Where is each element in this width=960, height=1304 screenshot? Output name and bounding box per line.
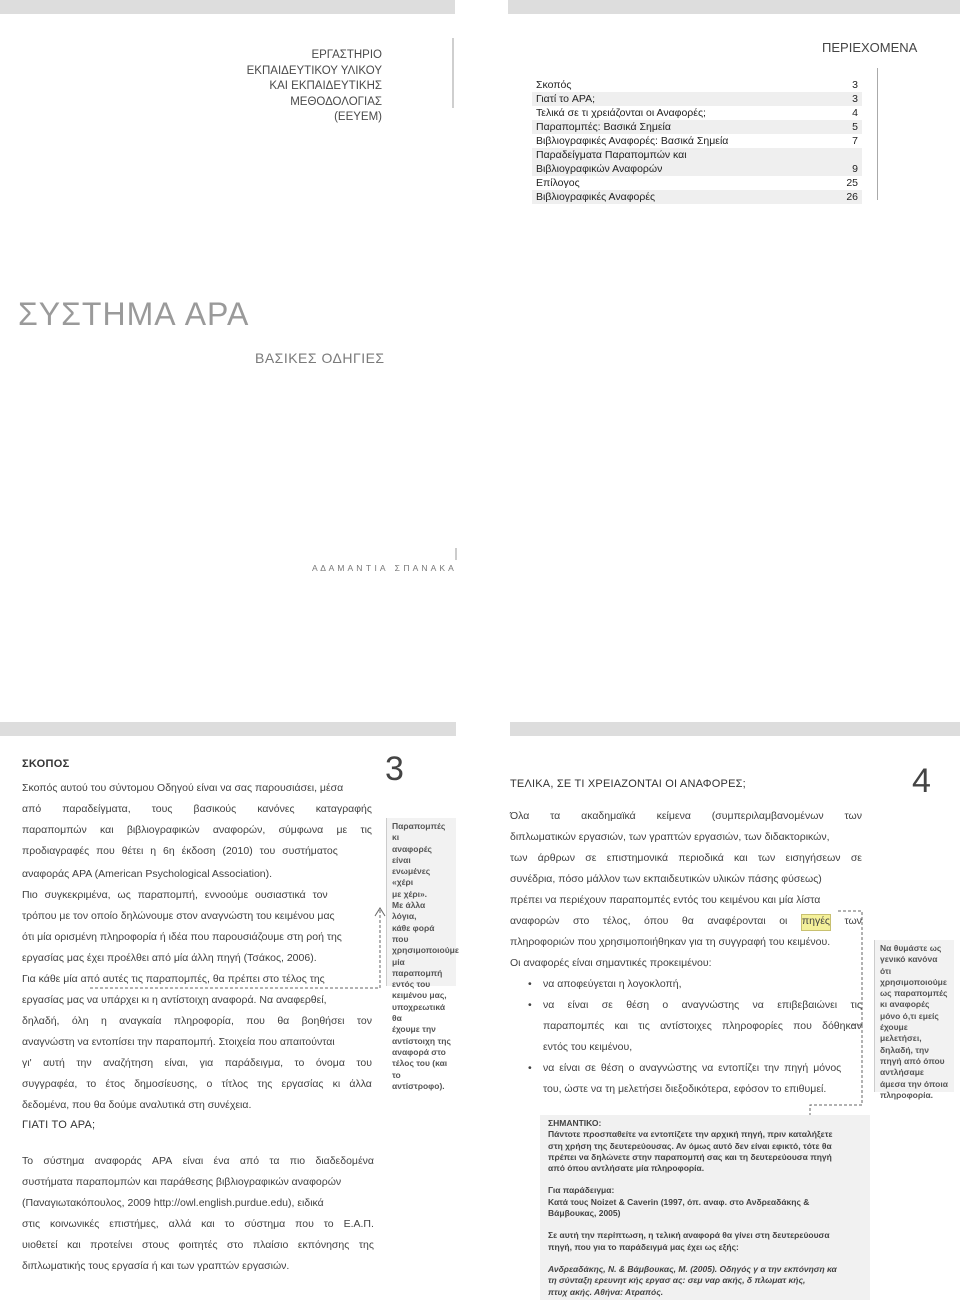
toc-item[interactable]: Σκοπός 3 bbox=[532, 78, 862, 92]
text-line: Οι αναφορές είναι σημαντικές προκειμένου: bbox=[510, 957, 712, 969]
text-line: Σκοπός αυτού του σύντομου Οδηγού είναι να σας παρουσιάσει, μέσα bbox=[22, 782, 344, 794]
toc-item[interactable]: Τελικά σε τι χρειάζονται οι Αναφορές; 4 bbox=[532, 106, 862, 120]
text-line: αναγνώστη να εντοπίσει την παραπομπή. Στοιχεία που απαιτούνται bbox=[22, 1036, 335, 1048]
text-line: αναφορών στο τέλος, όπου θα αναφέρονται οι πηγές των bbox=[510, 911, 862, 931]
document-title: ΣΥΣΤΗΜΑ APA bbox=[18, 296, 250, 332]
side-note-line: κάθε φορά που bbox=[392, 922, 435, 944]
text-line: (Παναγιωτακόπουλος, 2009 http://owl.english.purdue.edu), ειδικά bbox=[22, 1197, 324, 1209]
side-note-line: Με άλλα λόγια, bbox=[392, 900, 426, 922]
text-line: Για κάθε μία από αυτές τις παραπομπές, θα πρέπει στο τέλος της bbox=[22, 973, 325, 985]
side-note-line: άμεσα την όποια bbox=[880, 1078, 948, 1089]
lab-title-line: ΜΕΘΟΔΟΛΟΓΙΑΣ bbox=[290, 95, 382, 108]
note-line: στη χρήση της δευτερεύουσας. Αν όμως αυτό δεν είναι εφικτό, τότε θα bbox=[548, 1140, 832, 1151]
page-number: 3 bbox=[385, 750, 404, 788]
side-note bbox=[386, 818, 459, 1091]
note-line: Ανδρεαδάκης, Ν. & Βάμβουκας, Μ. (2005). Οδηγός γ α την εκπόνηση κα bbox=[548, 1263, 837, 1274]
bullet-text: να είναι σε θέση ο αναγνώστης να εντοπίζει την πηγή μόνος bbox=[543, 1062, 842, 1074]
side-note-line: χρησιμοποιούμε bbox=[880, 976, 947, 987]
page-header-bar bbox=[0, 0, 455, 14]
side-note-line: δηλαδή, την bbox=[880, 1044, 929, 1055]
page-header-bar bbox=[510, 722, 960, 736]
note-line: Σε αυτή την περίπτωση, η τελική αναφορά θα γίνει στη δευτερεύουσα bbox=[548, 1230, 830, 1241]
side-note-line: αναφορές είναι bbox=[392, 843, 432, 865]
text-line: από παραδείγματα, τους βασικούς κανόνες καταγραφής bbox=[22, 803, 372, 815]
text-line: συγγραφέα, το έτος δημοσίευσης, ο τίτλος της εργασίας κι άλλα bbox=[22, 1078, 372, 1090]
lab-title bbox=[150, 48, 382, 126]
side-note-line: χρησιμοποιούμε bbox=[392, 945, 459, 956]
text-line: γι' αυτή την αναζήτηση είναι, για παράδειγμα, το όνομα του bbox=[22, 1057, 372, 1069]
bullet-marker: • bbox=[528, 999, 532, 1011]
toc-item[interactable]: Βιβλιογραφικές Αναφορές 26 bbox=[532, 190, 862, 204]
connector-arrow bbox=[770, 905, 890, 1145]
text-line: δηλαδή, όλη η αναγκαία πληροφορία, που θα βοηθήσει τον bbox=[22, 1015, 372, 1027]
text-line: Όλα τα ακαδημαϊκά κείμενα (συμπεριλαμβανομένων των bbox=[510, 810, 862, 822]
note-line: από όπου αντλήσατε μία πληροφορία. bbox=[548, 1163, 705, 1174]
text-line: εργασίας μας να υπάρχει κι η αντίστοιχη αναφορά. Να αναφερθεί, bbox=[22, 994, 327, 1006]
side-note-line: Παραπομπές κι bbox=[392, 821, 446, 843]
side-note-line: με χέρι». bbox=[392, 888, 428, 899]
text-line: στις κοινωνικές επιστήμες, αλλά και το σύστημα που το Ε.Α.Π. bbox=[22, 1218, 374, 1230]
side-note-line: ότι bbox=[880, 965, 892, 976]
page-header-bar bbox=[508, 0, 960, 14]
side-note-line: πληροφορία. bbox=[880, 1089, 934, 1100]
section-heading: ΤΕΛΙΚΑ, ΣΕ ΤΙ ΧΡΕΙΑΖΟΝΤΑΙ ΟΙ ΑΝΑΦΟΡΕΣ; bbox=[510, 778, 746, 790]
toc-heading: ΠΕΡΙΕΧΟΜΕΝΑ bbox=[822, 40, 918, 55]
note-line: τη σύνταξη ερευνητ κής εργασ ας: σεμ ναρ ακής, δ πλωματ κής, bbox=[548, 1275, 806, 1286]
lab-title-line: ΚΑΙ ΕΚΠΑΙΔΕΥΤΙΚΗΣ bbox=[269, 80, 382, 92]
bullet-text: εντός του κειμένου, bbox=[543, 1041, 633, 1053]
text-line: συστήματα παραπομπών και παράθεσης βιβλιογραφικών αναφορών bbox=[22, 1176, 342, 1188]
bullet-text: να αποφεύγεται η λογοκλοπή, bbox=[543, 978, 682, 990]
side-note bbox=[874, 940, 954, 1100]
lab-title-line: ΕΡΓΑΣΤΗΡΙΟ bbox=[311, 49, 382, 61]
side-note-line: ως παραπομπές bbox=[880, 988, 948, 999]
side-note-line: μελετήσει, bbox=[880, 1033, 922, 1044]
note-line: Πάντοτε προσπαθείτε να εντοπίζετε την αρχική πηγή, πριν καταλήξετε bbox=[548, 1129, 833, 1140]
text-line: των άρθρων σε επιστημονικά περιοδικά και των εισηγήσεων σε bbox=[510, 852, 862, 864]
toc-item[interactable]: Παραπομπές: Βασικά Σημεία 5 bbox=[532, 120, 862, 134]
text-line: εργασίας μας έχει προέλθει από μία άλλη πηγή (Τσάκος, 2006). bbox=[22, 952, 317, 964]
section-heading: ΓΙΑΤΙ ΤΟ APA; bbox=[22, 1119, 96, 1131]
text-line: ότι μία ορισμένη πληροφορία ή ιδέα που παρουσιάζουμε στη ροή της bbox=[22, 931, 342, 943]
bullet-marker: • bbox=[528, 978, 532, 990]
note-line: πηγή, που για το παράδειγμά μας έχει ως εξής: bbox=[548, 1241, 739, 1252]
side-note-line: εντός του bbox=[392, 979, 431, 990]
side-note-line: έχουμε την bbox=[392, 1024, 436, 1035]
note-box bbox=[540, 1115, 870, 1300]
text-line: συνέδρια, πόσο μάλλον των εκπαιδευτικών υλικών πάσης φύσεως) bbox=[510, 873, 822, 885]
connector-arrow bbox=[80, 900, 390, 1000]
text-line: Το σύστημα αναφοράς APA είναι ένα από τα πιο διαδεδομένα bbox=[22, 1155, 374, 1167]
bullet-marker: • bbox=[528, 1062, 532, 1074]
side-note-line: Να θυμάστε ως bbox=[880, 943, 942, 953]
side-note-line: κι αναφορές bbox=[880, 999, 930, 1010]
note-label: ΣΗΜΑΝΤΙΚΟ: bbox=[548, 1118, 602, 1128]
text-line: πρέπει να περιέχουν παραπομπές εντός του κειμένου και μία λίστα bbox=[510, 894, 821, 906]
side-note-line: μόνο ό,τι εμείς bbox=[880, 1010, 939, 1021]
section-heading: ΣΚΟΠΟΣ bbox=[22, 758, 70, 770]
note-line: πρέπει να δηλώνετε στην παραπομπή σας και τη δευτερεύουσα πηγή bbox=[548, 1151, 832, 1162]
side-note-line: μία παραπομπή bbox=[392, 956, 443, 978]
toc-item[interactable]: Γιατί το APA; 3 bbox=[532, 92, 862, 106]
toc-item[interactable]: Παραδείγματα Παραπομπών και bbox=[532, 148, 862, 162]
text-line: δεδομένα, που θα δούμε αναλυτικά στη συνέχεια. bbox=[22, 1099, 252, 1111]
author-name: Α Δ Α Μ Α Ν Τ Ι Α Σ Π Α Ν Α Κ Α bbox=[312, 563, 455, 573]
toc-item[interactable]: Βιβλιογραφικών Αναφορών 9 bbox=[532, 162, 862, 176]
page-header-bar bbox=[0, 722, 456, 736]
side-note-line: αναφορά στο bbox=[392, 1046, 446, 1057]
side-note-line: πηγή από όπου bbox=[880, 1055, 945, 1066]
side-note-line: ενωμένες «χέρι bbox=[392, 866, 431, 888]
text-line: υιοθετεί και προτείνει στους φοιτητές στο πλαίσιο εκπόνησης της bbox=[22, 1239, 374, 1251]
lab-title-line: (ΕΕΥΕΜ) bbox=[334, 111, 382, 123]
side-note-line: αντίστροφο). bbox=[392, 1080, 445, 1091]
document-subtitle: ΒΑΣΙΚΕΣ ΟΔΗΓΙΕΣ bbox=[255, 350, 385, 366]
text-line: πληροφοριών που χρησιμοποιήθηκαν για τη συγγραφή του κειμένου. bbox=[510, 936, 831, 948]
text-line: τρόπου με τον οποίο δηλώνουμε στον αναγνώστη του κειμένου μας bbox=[22, 910, 335, 922]
toc-item[interactable]: Επίλογος 25 bbox=[532, 176, 862, 190]
bullet-text: του, ώστε να τη μελετήσει διεξοδικότερα, εφόσον το επιθυμεί. bbox=[543, 1083, 827, 1095]
bullet-text: να είναι σε θέση ο αναγνώστης να επιβεβαιώνει τις bbox=[543, 999, 862, 1011]
side-note-line: γενικό κανόνα bbox=[880, 954, 938, 965]
note-line: Βάμβουκας, 2005) bbox=[548, 1208, 621, 1219]
text-line: διπλωματικών εργασιών, των γραπτών εργασιών, των διδακτορικών, bbox=[510, 831, 830, 843]
note-line: πτυχ ακής. Αθήνα: Ατραπός. bbox=[548, 1286, 664, 1297]
toc-rule bbox=[877, 68, 878, 200]
bullet-text: παραπομπές και τις αντίστοιχες πληροφορίες που δόθηκαν bbox=[543, 1020, 862, 1032]
side-note-line: υποχρεωτικά θα bbox=[392, 1001, 446, 1024]
side-note-line: έχουμε bbox=[880, 1022, 908, 1033]
lab-title-line: ΕΚΠΑΙΔΕΥΤΙΚΟΥ ΥΛΙΚΟΥ bbox=[246, 64, 382, 77]
divider bbox=[455, 548, 457, 560]
text-line: διπλωματικής τους εργασία ή και των γραπτών εργασιών. bbox=[22, 1260, 290, 1272]
toc-item[interactable]: Βιβλιογραφικές Αναφορές: Βασικά Σημεία 7 bbox=[532, 134, 862, 148]
divider bbox=[452, 38, 454, 108]
text-line: παραπομπών και βιβλιογραφικών αναφορών, σύμφωνα με τις bbox=[22, 824, 372, 836]
side-note-line: αντίστοιχη της bbox=[392, 1035, 451, 1046]
side-note-line: κειμένου μας, bbox=[392, 990, 447, 1001]
note-line: Κατά τους Noizet & Caverin (1997, όπ. αναφ. στο Ανδρεαδάκης & bbox=[548, 1196, 810, 1207]
text-line: Πιο συγκεκριμένα, ως παραπομπή, εννοούμε ουσιαστικά τον bbox=[22, 889, 328, 901]
page-number: 4 bbox=[912, 762, 931, 800]
note-example-label: Για παράδειγμα: bbox=[548, 1185, 615, 1196]
side-note-line: τέλος του (και το bbox=[392, 1058, 448, 1080]
side-note-line: αντλήσαμε bbox=[880, 1067, 924, 1078]
text-line: προδιαγραφές που θέτει η 6η έκδοση (2010) του συστήματος bbox=[22, 845, 338, 857]
text-line: αναφοράς APA (American Psychological Association). bbox=[22, 868, 273, 880]
